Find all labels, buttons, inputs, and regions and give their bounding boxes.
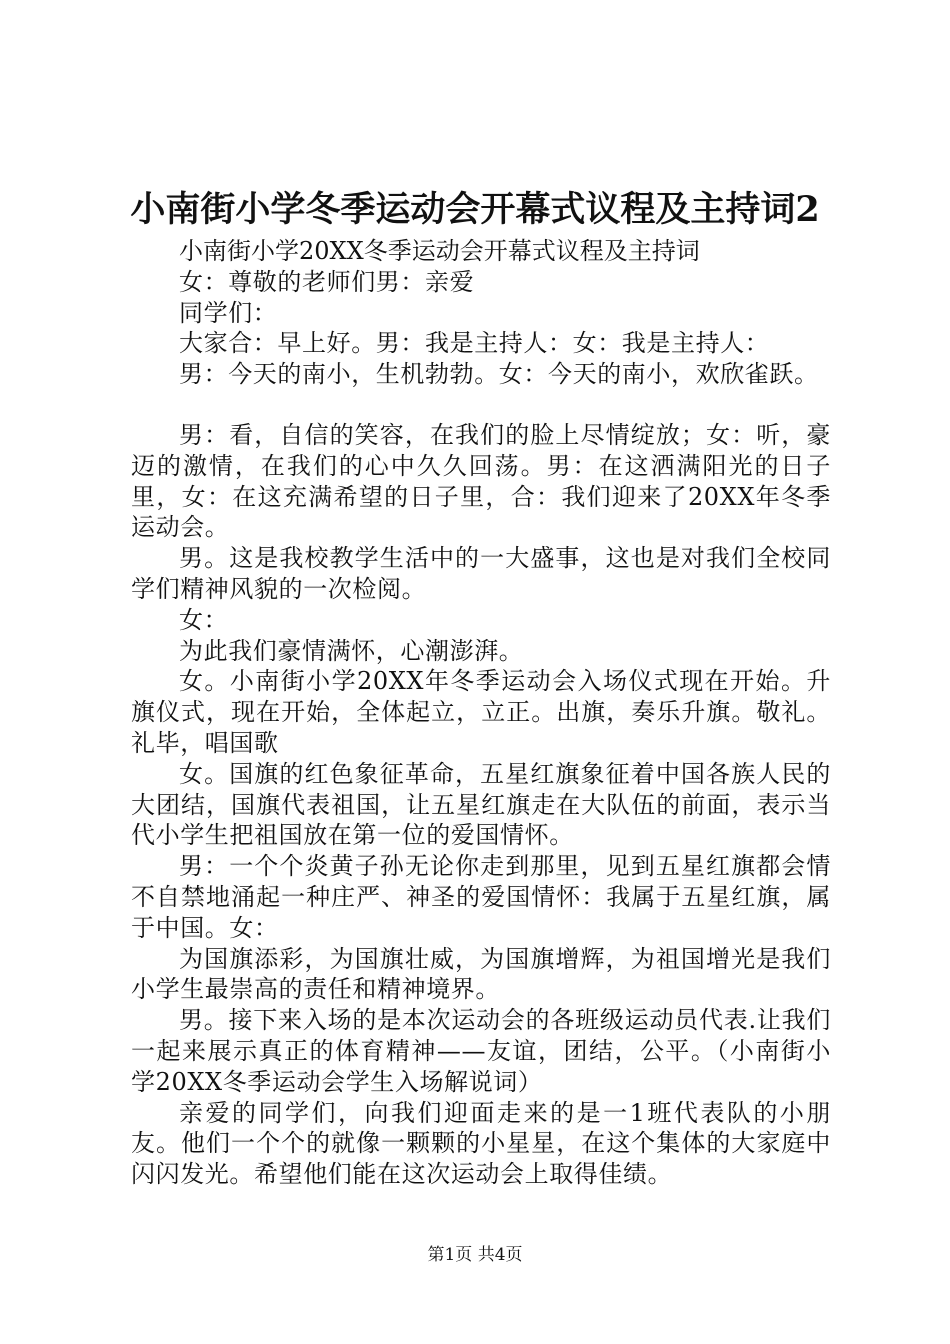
paragraph: 女： bbox=[179, 605, 229, 634]
paragraph: 男：今天的南小，生机勃勃。女：今天的南小，欢欣雀跃。 bbox=[179, 360, 819, 389]
paragraph: 男。这是我校教学生活中的一大盛事，这也是对我们全校同学们精神风貌的一次检阅。 bbox=[131, 544, 831, 603]
paragraph: 女。国旗的红色象征革命，五星红旗象征着中国各族人民的大团结，国旗代表祖国，让五星红旗走在大队伍的前面，表示当代小学生把祖国放在第一位的爱国情怀。 bbox=[131, 759, 831, 850]
paragraph: 男：看，自信的笑容，在我们的脸上尽情绽放；女：听，豪迈的激情，在我们的心中久久回荡。男：在这洒满阳光的日子里，女：在这充满希望的日子里，合：我们迎来了20XX年冬季运动会。 bbox=[131, 420, 831, 542]
document-title: 小南街小学冬季运动会开幕式议程及主持词2 bbox=[130, 189, 820, 230]
paragraph: 为此我们豪情满怀，心潮澎湃。 bbox=[179, 636, 524, 665]
document-body bbox=[131, 236, 831, 1190]
page-number-footer: 第1页 共4页 bbox=[427, 1245, 523, 1265]
paragraph: 为国旗添彩，为国旗壮威，为国旗增辉，为祖国增光是我们小学生最崇高的责任和精神境界。 bbox=[131, 944, 831, 1004]
paragraph-gap bbox=[131, 390, 831, 420]
paragraph: 男。接下来入场的是本次运动会的各班级运动员代表.让我们一起来展示真正的体育精神——友谊，团结，公平。（小南街小学20XX冬季运动会学生入场解说词） bbox=[131, 1006, 831, 1096]
paragraph: 女：尊敬的老师们男：亲爱 bbox=[179, 267, 475, 296]
paragraph: 同学们： bbox=[179, 298, 278, 327]
paragraph: 男：一个个炎黄子孙无论你走到那里，见到五星红旗都会情不自禁地涌起一种庄严、神圣的爱国情怀：我属于五星红旗，属于中国。女： bbox=[131, 852, 831, 942]
paragraph: 大家合：早上好。男：我是主持人：女：我是主持人： bbox=[179, 329, 770, 358]
paragraph-subtitle: 小南街小学20XX冬季运动会开幕式议程及主持词 bbox=[179, 237, 700, 265]
paragraph: 亲爱的同学们，向我们迎面走来的是一1班代表队的小朋友。他们一个个的就像一颗颗的小星星，在这个集体的大家庭中闪闪发光。希望他们能在这次运动会上取得佳绩。 bbox=[131, 1098, 831, 1189]
paragraph: 女。小南街小学20XX年冬季运动会入场仪式现在开始。升旗仪式，现在开始，全体起立，立正。出旗，奏乐升旗。敬礼。礼毕，唱国歌 bbox=[131, 667, 831, 757]
